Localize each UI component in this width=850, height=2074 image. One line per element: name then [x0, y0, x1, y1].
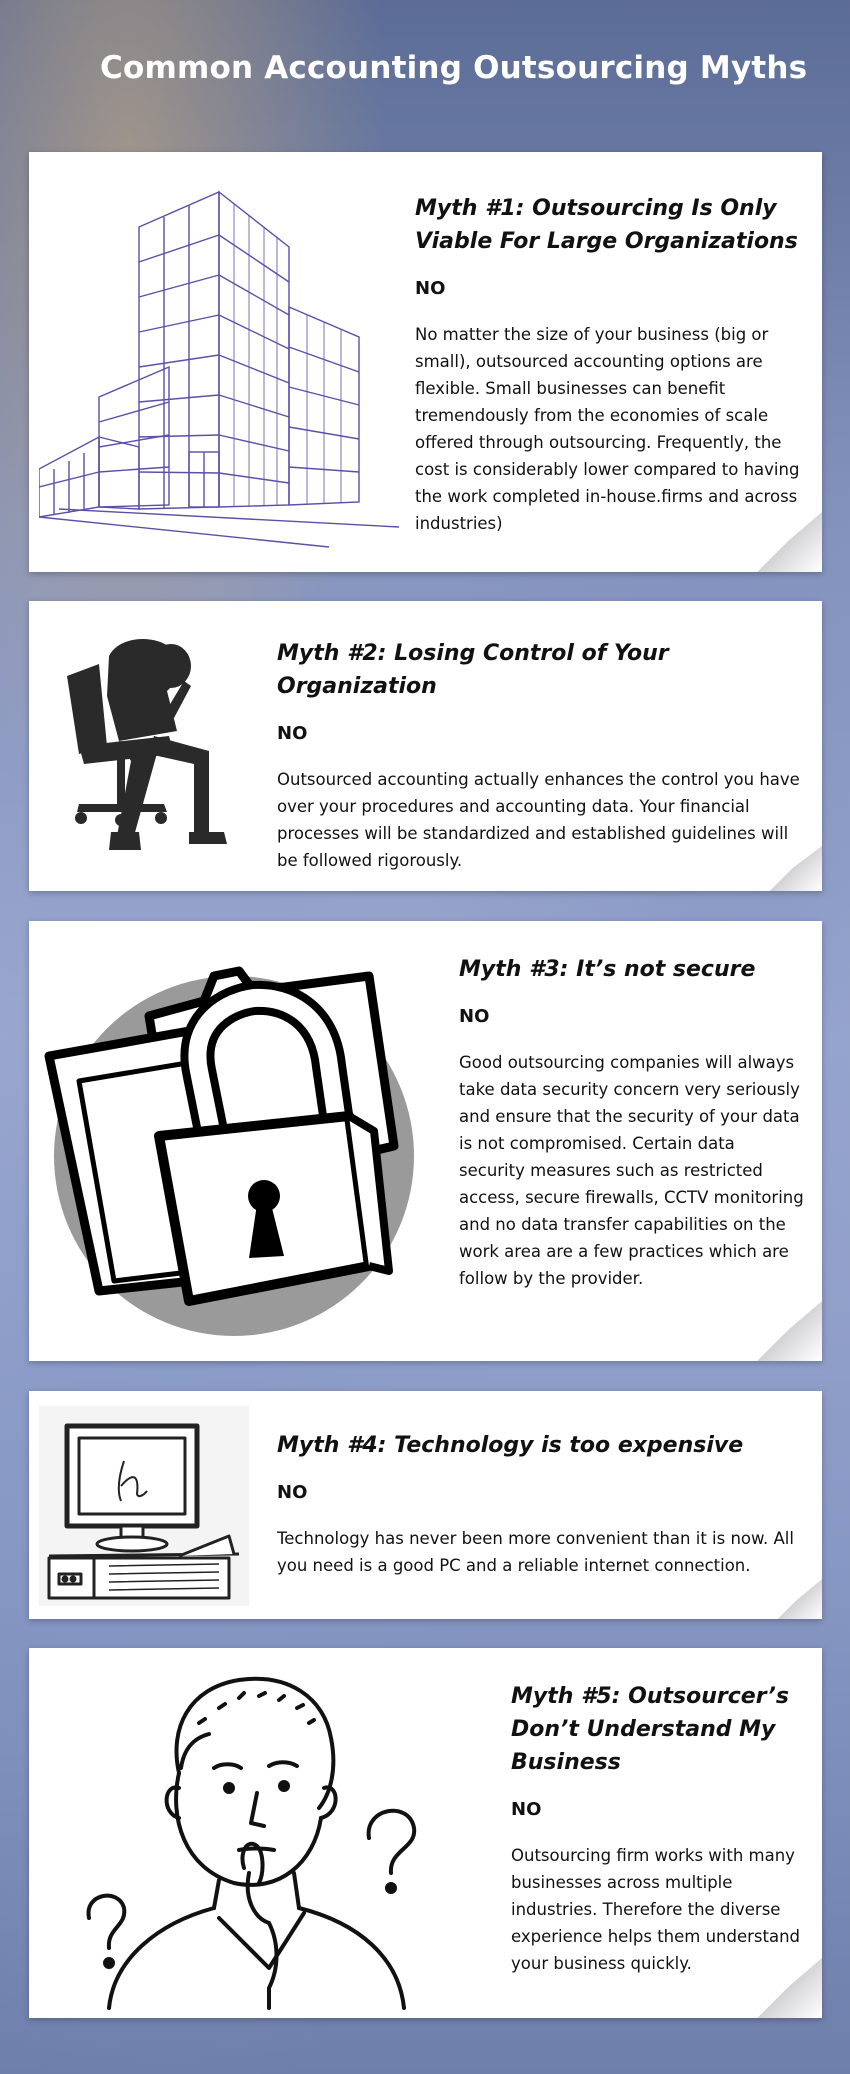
myth-card-5: [29, 1648, 822, 2018]
myth-3-text: [459, 953, 805, 1292]
myth-1-body: No matter the size of your business (big or small), outsourced accounting options are flexible. Small businesses can benefit tremendously from the economies of scale offered through outsourcing. Frequently, the cost is considerably lower compared to having the work completed in-house.firms and across industries): [415, 325, 800, 533]
myth-2-answer: NO: [277, 723, 308, 744]
myth-5-text: [511, 1680, 805, 1977]
myth-3-answer: NO: [459, 1006, 490, 1027]
myth-5-body: Outsourcing firm works with many businesses across multiple industries. Therefore the diverse experience helps them understand your business quickly.: [511, 1846, 801, 1973]
stressed-person-icon: [59, 636, 239, 856]
myth-card-4: [29, 1391, 822, 1619]
myth-card-1: [29, 152, 822, 572]
myth-5-answer: NO: [511, 1799, 542, 1820]
page-curl: [774, 1579, 822, 1619]
myth-4-text: [277, 1429, 805, 1579]
padlock-folder-icon: [39, 946, 459, 1346]
myth-4-heading: Myth #4: Technology is too expensive: [277, 1433, 744, 1458]
myth-2-text: [277, 637, 805, 874]
myth-2-heading: Myth #2: Losing Control of Your Organization: [277, 641, 669, 699]
confused-person-icon: [69, 1668, 469, 2013]
myth-4-body: Technology has never been more convenient than it is now. All you need is a good PC and a reliable internet connection.: [277, 1529, 794, 1575]
page-title: Common Accounting Outsourcing Myths: [100, 50, 808, 86]
page-curl: [752, 1301, 822, 1361]
myth-4-answer: NO: [277, 1482, 308, 1503]
myth-5-heading: Myth #5: Outsourcer’s Don’t Understand My Business: [511, 1684, 789, 1775]
myth-1-answer: NO: [415, 278, 446, 299]
office-building-icon: [39, 187, 419, 557]
myth-card-3: [29, 921, 822, 1361]
myth-1-text: [415, 192, 805, 537]
myth-3-heading: Myth #3: It’s not secure: [459, 957, 756, 982]
myth-card-2: [29, 601, 822, 891]
myth-3-body: Good outsourcing companies will always take data security concern very seriously and ensure that the security of your data is not compromised. Certain data security measures such as restricted access, secure firewalls, CCTV monitoring and no data transfer capabilities on the work area are a few practices which are follow by the provider.: [459, 1053, 804, 1288]
myth-1-heading: Myth #1: Outsourcing Is Only Viable For Large Organizations: [415, 196, 798, 254]
myth-2-body: Outsourced accounting actually enhances the control you have over your procedures and accounting data. Your financial processes will be standardized and established guidelines will be followed rigorously.: [277, 770, 800, 870]
computer-icon: [39, 1406, 249, 1606]
